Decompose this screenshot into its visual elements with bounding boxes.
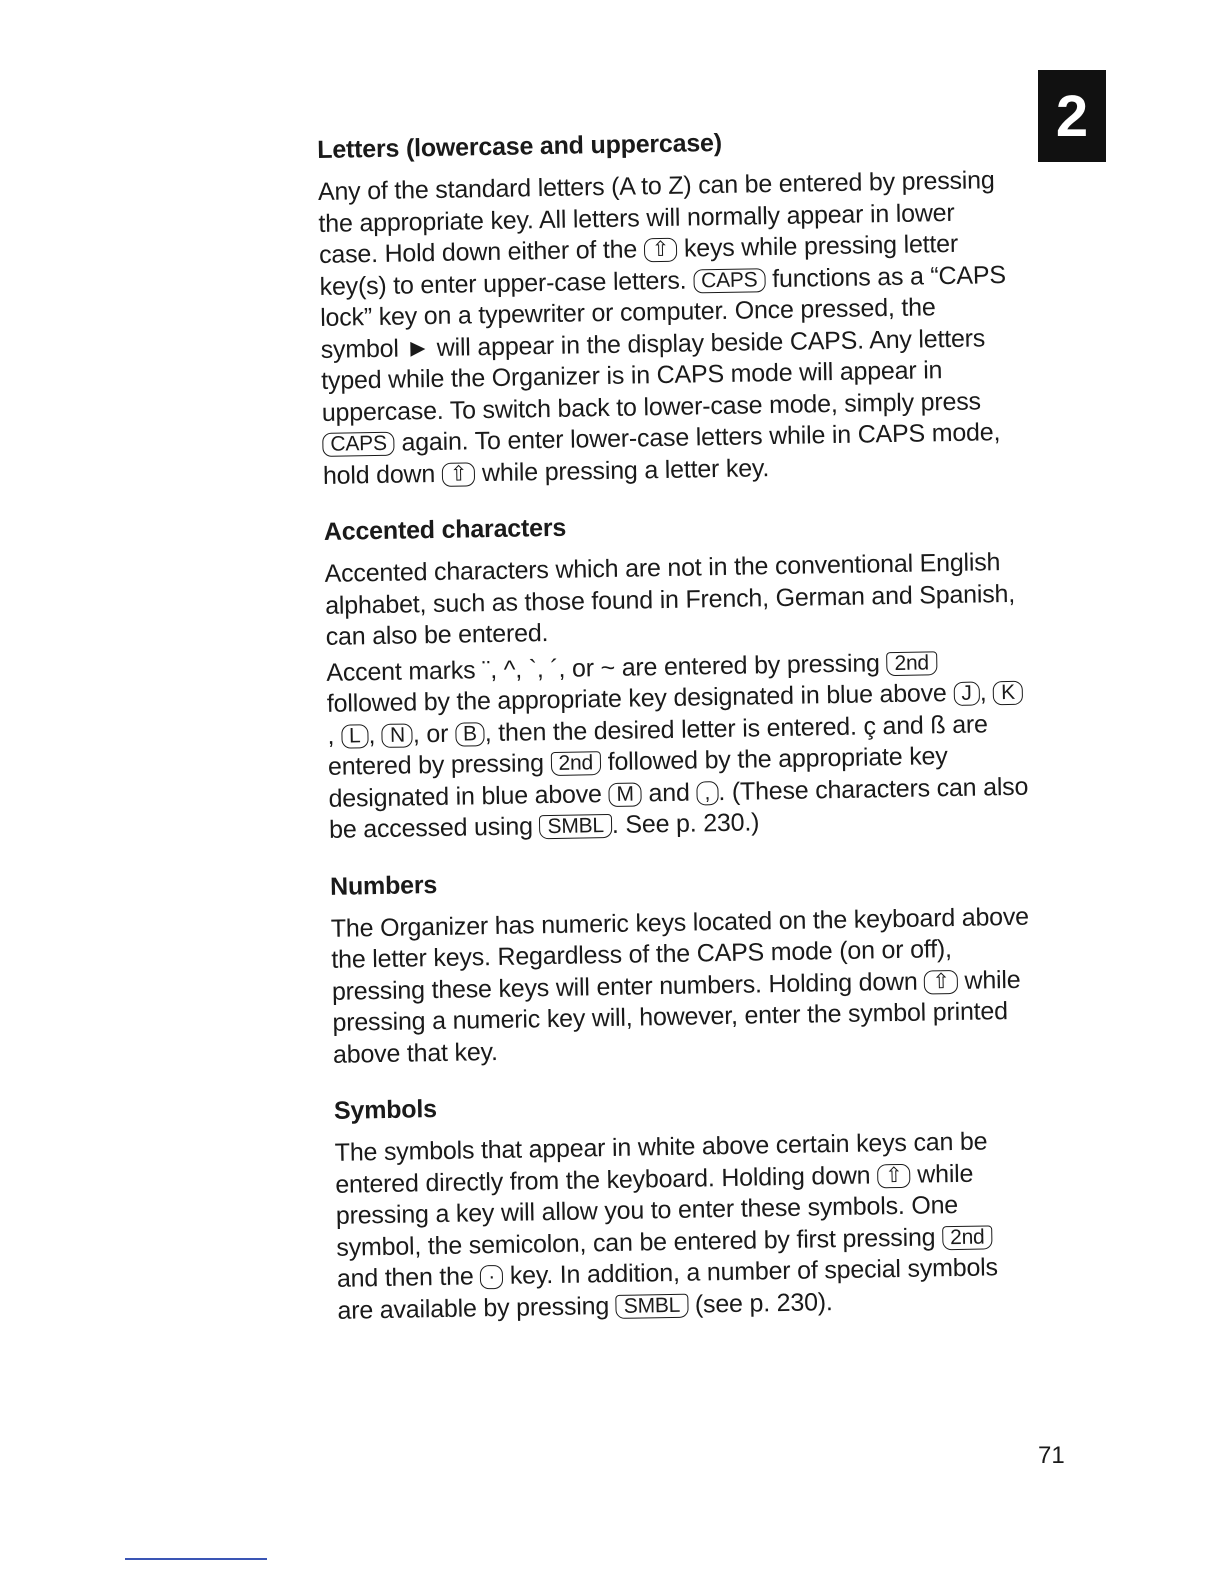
chapter-tab: 2 — [1038, 70, 1106, 162]
accented-text-3: , then the desired letter is entered. ç and ß are entered by pressing — [327, 709, 988, 781]
accented-paragraph-1: Accented characters which are not in the conventional English alphabet, such as those found in French, German and Spanish, can also be entered. — [324, 548, 1016, 651]
smbl-key: SMBL — [539, 814, 612, 839]
section-accented — [324, 506, 1030, 847]
accented-text-5: and — [648, 778, 690, 807]
accented-text-6: . (These characters can also be accessed using — [328, 772, 1029, 844]
letters-text-2: keys while pressing letter key(s) to enter upper-case letters. — [319, 229, 959, 301]
letters-text-3: functions as a “CAPS lock” key on a typewriter or computer. Once pressed, the symbol ► will appear in the display beside CAPS. Any letters typed while the Organizer is in CAPS mode will appear in uppercase. To switch back to lower-case mode, simply press — [319, 260, 1007, 427]
separator-comma: , — [979, 678, 987, 707]
section-symbols — [334, 1085, 1038, 1327]
letters-paragraph — [318, 165, 1023, 492]
second-key: 2nd — [550, 751, 601, 776]
numbers-text-1: The Organizer has numeric keys located on the keyboard above the letter keys. Regardless of the CAPS mode (on or off), pressing these keys will enter numbers. Holding down — [330, 902, 1030, 1006]
b-key: B — [455, 722, 485, 747]
j-key: J — [953, 682, 980, 706]
k-key: K — [993, 681, 1023, 706]
letters-text-5: while pressing a letter key. — [481, 453, 770, 487]
separator-comma: , — [368, 720, 376, 749]
m-key: M — [608, 782, 642, 807]
shift-key: ⇧ — [924, 969, 958, 994]
second-key: 2nd — [886, 651, 937, 676]
symbols-text-5: (see p. 230). — [694, 1287, 833, 1319]
symbols-text-1: The symbols that appear in white above certain keys can be entered directly from the keyboard. Holding down — [334, 1127, 988, 1199]
section-numbers — [330, 860, 1033, 1071]
symbols-paragraph — [334, 1126, 1037, 1327]
accented-text-4: followed by the appropriate key designated in blue above — [328, 742, 948, 813]
section-letters — [317, 124, 1023, 492]
numbers-text-2: while pressing a numeric key will, however, enter the symbol printed above that key. — [332, 965, 1021, 1069]
accented-text-7: . See p. 230.) — [611, 808, 760, 839]
separator-comma: , — [327, 721, 335, 750]
letters-text-1: Any of the standard letters (A to Z) can be entered by pressing the appropriate key. All letters will normally appear in lower case. Hold down either of the — [317, 166, 995, 269]
second-key: 2nd — [942, 1225, 993, 1250]
comma-key: , — [696, 781, 718, 805]
symbols-text-2: while pressing a key will allow you to enter these symbols. One symbol, the semicolon, can be entered by first pressing — [335, 1159, 974, 1262]
symbols-text-3: and then the — [336, 1262, 474, 1293]
shift-key: ⇧ — [442, 462, 476, 487]
page-number: 71 — [1038, 1442, 1065, 1469]
numbers-paragraph — [331, 901, 1034, 1071]
caps-key: CAPS — [693, 268, 766, 293]
shift-key: ⇧ — [877, 1163, 911, 1188]
section-title-symbols: Symbols — [333, 1095, 438, 1125]
shift-key: ⇧ — [644, 238, 678, 263]
accented-paragraph-2 — [326, 645, 1029, 846]
n-key: N — [382, 723, 413, 748]
scan-artifact-line — [125, 1558, 267, 1560]
section-title-letters: Letters (lowercase and uppercase) — [317, 128, 723, 164]
section-title-accented: Accented characters — [323, 513, 567, 546]
letters-text-4: again. To enter lower-case letters while in CAPS mode, hold down — [322, 418, 1001, 490]
section-title-numbers: Numbers — [329, 870, 438, 901]
symbols-text-4: key. In addition, a number of special symbols are available by pressing — [337, 1253, 999, 1325]
accented-text-1: Accent marks ¨, ^, `, ´, or ~ are entered by pressing — [326, 648, 880, 687]
separator-or: , or — [412, 719, 449, 748]
dot-key: · — [480, 1265, 503, 1289]
l-key: L — [341, 724, 369, 748]
caps-key: CAPS — [322, 432, 395, 457]
smbl-key: SMBL — [616, 1293, 689, 1318]
page-content — [317, 124, 1038, 1353]
accented-text-2: followed by the appropriate key designated in blue above — [326, 679, 947, 718]
